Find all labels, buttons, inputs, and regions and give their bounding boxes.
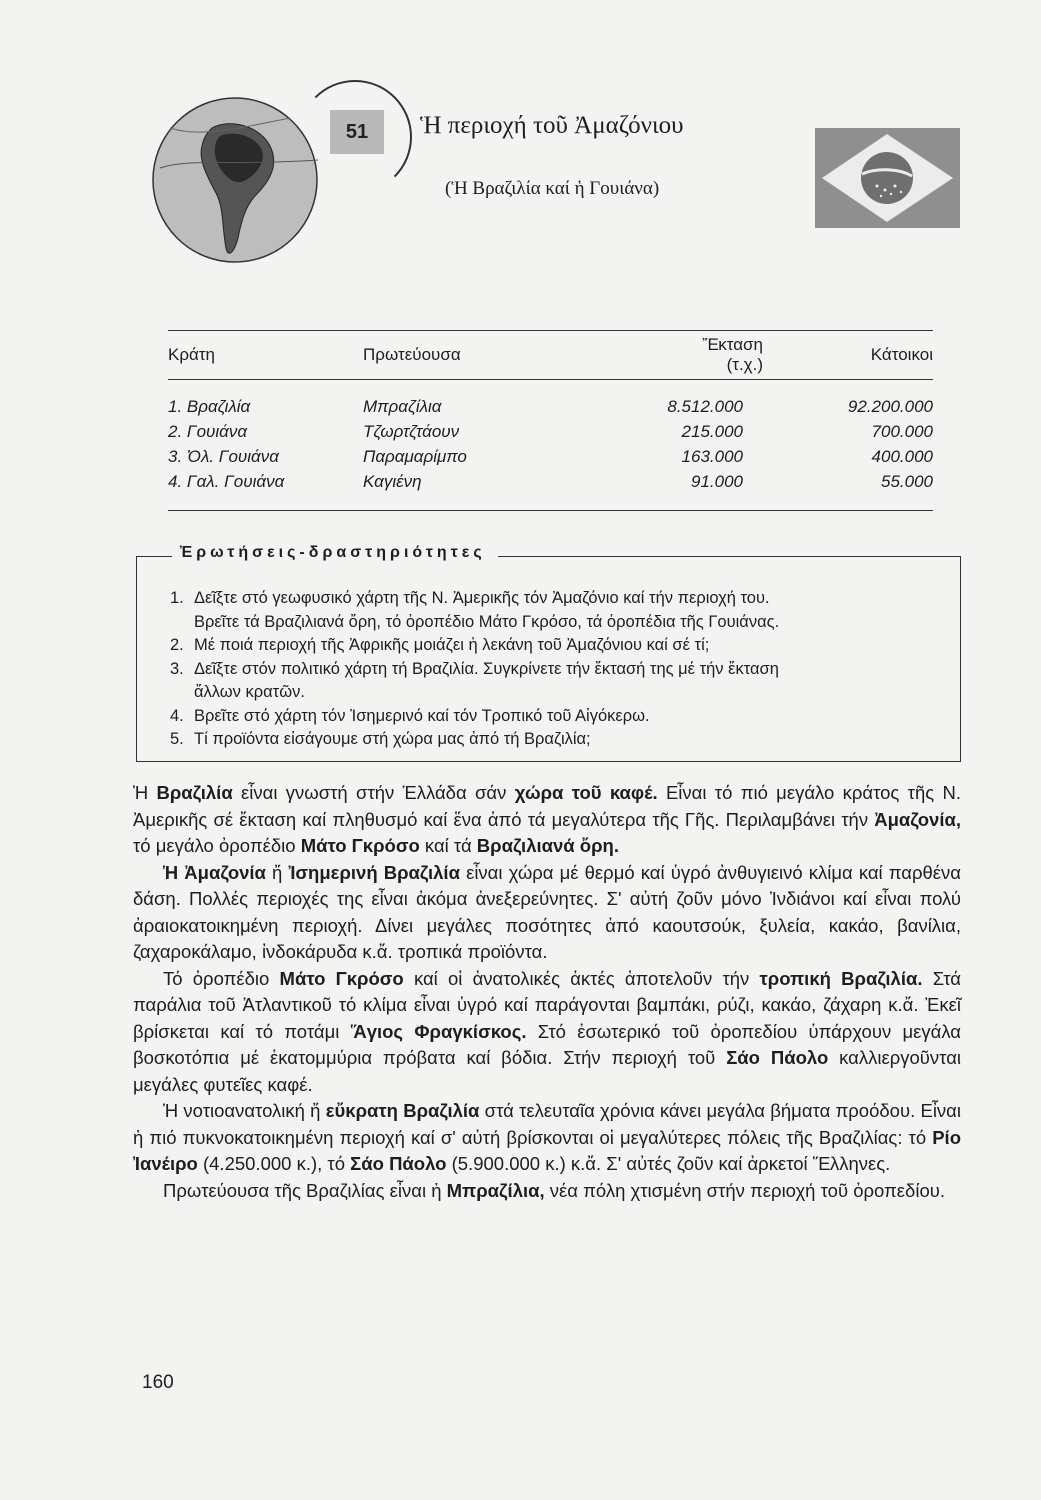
question-number: 1. (170, 589, 184, 607)
questions-title: Ἐρωτήσεις-δραστηριότητες (172, 544, 498, 562)
cell-capital: Τζωρτζτάουν (363, 421, 460, 441)
table-row (168, 444, 933, 469)
text-run: Ἡ νοτιοανατολική ἤ (163, 1100, 326, 1121)
term-mato-grosso: Μάτο Γκρόσο (279, 967, 404, 989)
term-equatorial-brazil: Ἰσημερινή Βραζιλία (288, 861, 460, 883)
paragraph (133, 966, 961, 1099)
term-amazonia: Ἀμαζονία, (874, 808, 961, 830)
column-header-capital: Πρωτεύουσα (363, 345, 461, 364)
lesson-number: 51 (330, 110, 384, 154)
term-brasilia: Μπραζίλια, (446, 1179, 545, 1201)
text-run: (4.250.000 κ.), τό (197, 1153, 351, 1174)
question-line: Δεῖξτε στόν πολιτικό χάρτη τή Βραζιλία. Συγκρίνετε τήν ἔκτασή της μέ τήν ἔκταση (194, 659, 779, 678)
text-run: ἤ (265, 861, 289, 883)
term-tropical-brazil: τροπική Βραζιλία. (759, 967, 923, 989)
column-header-population: Κάτοικοι (870, 345, 933, 364)
table-bottom-rule (168, 510, 933, 511)
cell-area: 8.512.000 (667, 396, 743, 416)
cell-area: 215.000 (681, 421, 743, 441)
term-sao-francisco: Ἅγιος Φραγκίσκος. (350, 1020, 527, 1042)
text-run: Στά παράλια τοῦ Ἀτλαντικοῦ τό κλίμα εἶναι ὑγρό καί παράγονται βαμπάκι, ρύζι, κακάο, ζάχαρη κ.ἄ. Ἐκεῖ βρίσκεται καί τό ποτάμι (133, 967, 962, 1042)
question-line: Δεῖξτε στό γεωφυσικό χάρτη τῆς Ν. Ἀμερικῆς τόν Ἀμαζόνιο καί τήν περιοχή του. (194, 589, 770, 607)
text-run: εἶναι γνωστή στήν Ἑλλάδα σάν (232, 782, 515, 803)
text-run: Στό ἐσωτερικό τοῦ ὀροπεδίου ὑπάρχουν μεγάλα βοσκοτόπια μέ ἑκατομμύρια πρόβατα καί βόδια. Στήν περιοχή τοῦ (133, 1020, 961, 1068)
term-rio-de-janeiro: Ρίο Ἰανέιρο (133, 1126, 961, 1174)
table-body (168, 380, 933, 510)
term-sao-paulo: Σάο Πάολο (350, 1153, 447, 1174)
question-item (170, 634, 950, 658)
text-run: (5.900.000 κ.) κ.ἄ. Σ' αὐτές ζοῦν καί ἀρκετοί Ἕλληνες. (446, 1153, 891, 1174)
cell-area: 91.000 (691, 471, 743, 491)
question-text: Τί προϊόντα εἰσάγουμε στή χώρα μας ἀπό τή Βραζιλία; (194, 730, 591, 748)
term-mato-grosso: Μάτο Γκρόσο (300, 835, 420, 856)
table-row (168, 419, 933, 444)
question-line: Βρεῖτε τά Βραζιλιανά ὄρη, τό ὀροπέδιο Μάτο Γκρόσο, τά ὀροπέδια τῆς Γουιάνας. (194, 612, 780, 631)
table-row (168, 394, 933, 419)
question-text: Μέ ποιά περιοχή τῆς Ἀφρικῆς μοιάζει ἡ λεκάνη τοῦ Ἀμαζόνιου καί σέ τί; (194, 636, 710, 654)
south-america-globe-illustration (150, 88, 320, 268)
question-item (170, 728, 950, 752)
brazil-flag-icon (815, 128, 960, 228)
table-header-row (168, 331, 933, 379)
question-item (170, 705, 950, 729)
paragraph (133, 860, 961, 966)
cell-state: 2. Γουιάνα (168, 421, 248, 441)
question-text: Βρεῖτε στό χάρτη τόν Ἰσημερινό καί τόν Τροπικό τοῦ Αἰγόκερω. (194, 706, 650, 725)
paragraph (133, 1178, 961, 1205)
cell-population: 55.000 (881, 471, 933, 491)
cell-state: 3. Ὀλ. Γουιάνα (168, 446, 279, 466)
text-run: εἶναι χώρα μέ θερμό καί ὑγρό ἀνθυγιεινό κλίμα καί παρθένα δάση. Πολλές περιοχές της εἶναι ἀκόμα ἀνεξερεύνητες. Σ' αὐτή ζοῦν μόνο Ἰνδιάνοι καί εἶναι πολύ ἀραιοκατοικημένη περιοχή. Δίνει μεγάλες ποσότητες ἀπό καουτσούκ, ξυλεία, κακάο, βανίλια, ζαχαροκάλαμο, ἰνδοκάρυδα κ.ἄ. τροπικά προϊόντα. (133, 861, 961, 962)
text-run: καλλιεργοῦνται μεγάλες φυτεῖες καφέ. (133, 1047, 962, 1095)
text-run: τό μεγάλο ὀροπέδιο (133, 835, 301, 856)
question-number: 4. (170, 706, 184, 725)
text-run: καί οἱ ἀνατολικές ἀκτές ἀποτελοῦν τήν (403, 967, 760, 989)
column-header-area: Ἔκταση (τ.χ.) (702, 335, 763, 374)
text-run: καί τά (419, 835, 477, 856)
page-subtitle: (Ἡ Βραζιλία καί ἡ Γουιάνα) (445, 178, 660, 199)
column-header-state: Κράτη (168, 345, 216, 364)
cell-state: 1. Βραζιλία (168, 396, 251, 416)
term-temperate-brazil: εὔκρατη Βραζιλία (325, 1100, 480, 1121)
term-brazil: Βραζιλία (156, 782, 233, 803)
main-text (133, 780, 961, 1204)
question-item (170, 587, 950, 634)
question-number: 2. (170, 636, 184, 654)
paragraph (133, 780, 961, 860)
cell-capital: Μπραζίλια (363, 396, 442, 416)
cell-capital: Καγιένη (363, 471, 422, 491)
countries-table (168, 330, 933, 511)
page-title: Ἡ περιοχή τοῦ Ἀμαζόνιου (420, 112, 684, 139)
term-sao-paulo: Σάο Πάολο (726, 1047, 829, 1068)
text-run: Τό ὀροπέδιο (163, 967, 280, 989)
cell-population: 400.000 (871, 446, 933, 466)
cell-state: 4. Γαλ. Γουιάνα (168, 471, 285, 491)
question-text (194, 587, 779, 634)
cell-capital: Παραμαρίμπο (363, 446, 467, 466)
paragraph (133, 1098, 961, 1178)
term-amazonia: Ἡ Ἀμαζονία (163, 861, 266, 883)
text-run: Ἡ (133, 782, 157, 803)
text-run: Πρωτεύουσα τῆς Βραζιλίας εἶναι ἡ (163, 1179, 447, 1201)
questions-list (170, 587, 950, 752)
table-row (168, 469, 933, 494)
cell-area: 163.000 (681, 446, 743, 466)
question-number: 3. (170, 659, 184, 678)
text-run: στά τελευταῖα χρόνια κάνει μεγάλα βήματα προόδου. Εἶναι ἡ πιό πυκνοκατοικημένη περιοχή καί σ' αὐτή βρίσκονται οἱ μεγαλύτερες πόλεις τῆς Βραζιλίας: τό (133, 1100, 961, 1148)
term-brazilian-highlands: Βραζιλιανά ὄρη. (476, 835, 619, 856)
term-coffee-country: χώρα τοῦ καφέ. (514, 782, 658, 803)
question-number: 5. (170, 730, 184, 748)
cell-population: 700.000 (871, 421, 933, 441)
question-text (194, 658, 779, 705)
question-item (170, 658, 950, 705)
cell-population: 92.200.000 (847, 396, 933, 416)
text-run: Εἶναι τό πιό μεγάλο κράτος τῆς Ν. Ἀμερικῆς σέ ἔκταση καί πληθυσμό καί ἕνα ἀπό τά μεγαλύτερα τῆς Γῆς. Περιλαμβάνει τήν (133, 782, 961, 830)
page-number: 160 (142, 1372, 174, 1393)
text-run: νέα πόλη χτισμένη στήν περιοχή τοῦ ὀροπεδίου. (544, 1179, 946, 1201)
question-line: ἄλλων κρατῶν. (194, 683, 305, 701)
